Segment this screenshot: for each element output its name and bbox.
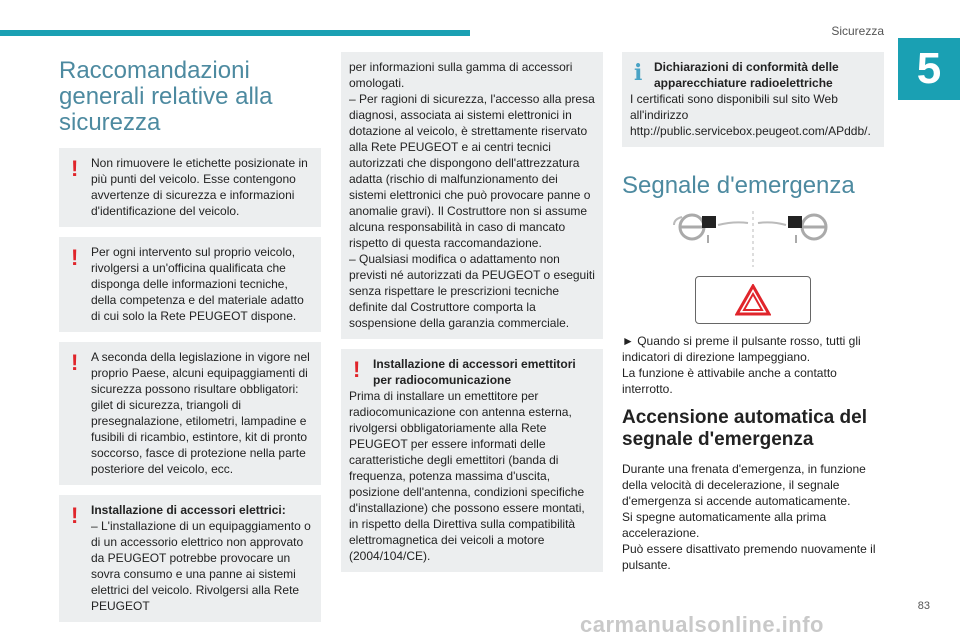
warning-box-radio [341,349,603,572]
section-title-hazard: Segnale d'emergenza [622,172,855,199]
dashboard-switch-icon [622,211,884,271]
section-title-auto-hazard: Accensione automatica del segnale d'emergenza [622,407,867,450]
warning-text: A seconda della legislazione in vigore nel proprio Paese, alcuni equipaggiamenti di sicurezza possono risultare obbligatori: gilet di sicurezza, triangoli di presegnalazione, etilometri, lampadine e fusibili di ricambio, estintore, kit di pronto soccorso, fasce di protezione nella parte posteriore del veicolo, ecc. [91,350,310,476]
warning-box-service [59,237,321,332]
warning-text: per informazioni sulla gamma di accessori omologati. – Per ragioni di sicurezza, l'accesso alla presa diagnosi, associata ai sistemi elettronici in dotazione al veicolo, è strettamente riservato alla Rete PEUGEOT e ai centri tecnici autorizzati che dispongono dell'attrezzatura adatta (rischio di malfunzionamento dei sistemi elettronici che può provocare panne o anomalie gravi). Il Costruttore non si assume alcuna responsabilità in caso di mancato rispetto di questa raccomandazione. – Qualsiasi modifica o adattamento non previsti né autorizzati da PEUGEOT o eseguiti senza rispettare le prescrizioni tecniche definite dal Costruttore comporta la sospensione della garanzia commerciale. [349,60,595,330]
info-icon: i [634,60,643,86]
warning-text: – L'installazione di un equipaggiamento o di un accessorio elettrico non approvato da PEUGEOT potrebbe provocare un sovra consumo e una panne ai sistemi elettrici del veicolo. Rivolgersi alla Rete PEUGEOT [91,519,311,613]
hazard-triangle-icon [735,284,771,316]
page-number: 83 [917,600,930,612]
hazard-illustration [622,211,884,321]
info-title: Dichiarazioni di conformità delle apparecchiature radioelettriche [654,60,839,90]
warning-icon: ! [71,245,79,270]
warning-box-labels [59,148,321,227]
auto-hazard-description: Durante una frenata d'emergenza, in funzione della velocità di decelerazione, il segnale d'emergenza si accende automaticamente. Si spegne automaticamente alla prima accelerazione. Può essere disattivato premendo nuovamente il pulsante. [622,462,876,572]
column-2 [341,52,603,582]
hazard-button[interactable] [695,276,811,324]
info-text: I certificati sono disponibili sul sito Web all'indirizzo http://public.servicebox.peugeot.com/APddb/. [630,92,871,138]
page-title: Raccomandazioni generali relative alla sicurezza [59,57,273,136]
warning-title: Installazione di accessori emettitori per radiocomunicazione [373,357,576,387]
column-1 [59,52,321,632]
warning-title: Installazione di accessori elettrici: [91,503,286,517]
warning-text: Non rimuovere le etichette posizionate in più punti del veicolo. Esse contengono avvertenze di sicurezza e informazioni d'identificazione del veicolo. [91,156,308,218]
warning-box-equipment [59,342,321,485]
warning-icon: ! [353,357,361,382]
warning-icon: ! [71,156,79,181]
hazard-description: ► Quando si preme il pulsante rosso, tutti gli indicatori di direzione lampeggiano. La funzione è attivabile anche a contatto interrotto. [622,334,861,396]
warning-box-continued [341,52,603,339]
top-accent-bar [0,30,470,36]
info-box-conformity [622,52,884,147]
watermark: carmanualsonline.info [580,612,824,637]
section-name: Sicurezza [831,24,884,38]
column-3 [622,52,884,573]
chapter-tab: 5 [898,38,960,100]
warning-icon: ! [71,503,79,528]
warning-text: Per ogni intervento sul proprio veicolo, rivolgersi a un'officina qualificata che disponga delle informazioni tecniche, della competenza e del materiale adatto di cui solo la Rete PEUGEOT dispone. [91,245,304,323]
warning-text: Prima di installare un emettitore per radiocomunicazione con antenna esterna, rivolgersi obbligatoriamente alla Rete PEUGEOT per essere informati delle caratteristiche degli emettitori (banda di frequenza, potenza massima d'uscita, posizione dell'antenna, condizioni specifiche d'installazione) che possono essere montati, in rispetto della Direttiva sulla compatibilità elettromagnetica dei veicoli a motore (2004/104/CE). [349,389,585,563]
warning-icon: ! [71,350,79,375]
warning-box-electrical [59,495,321,622]
